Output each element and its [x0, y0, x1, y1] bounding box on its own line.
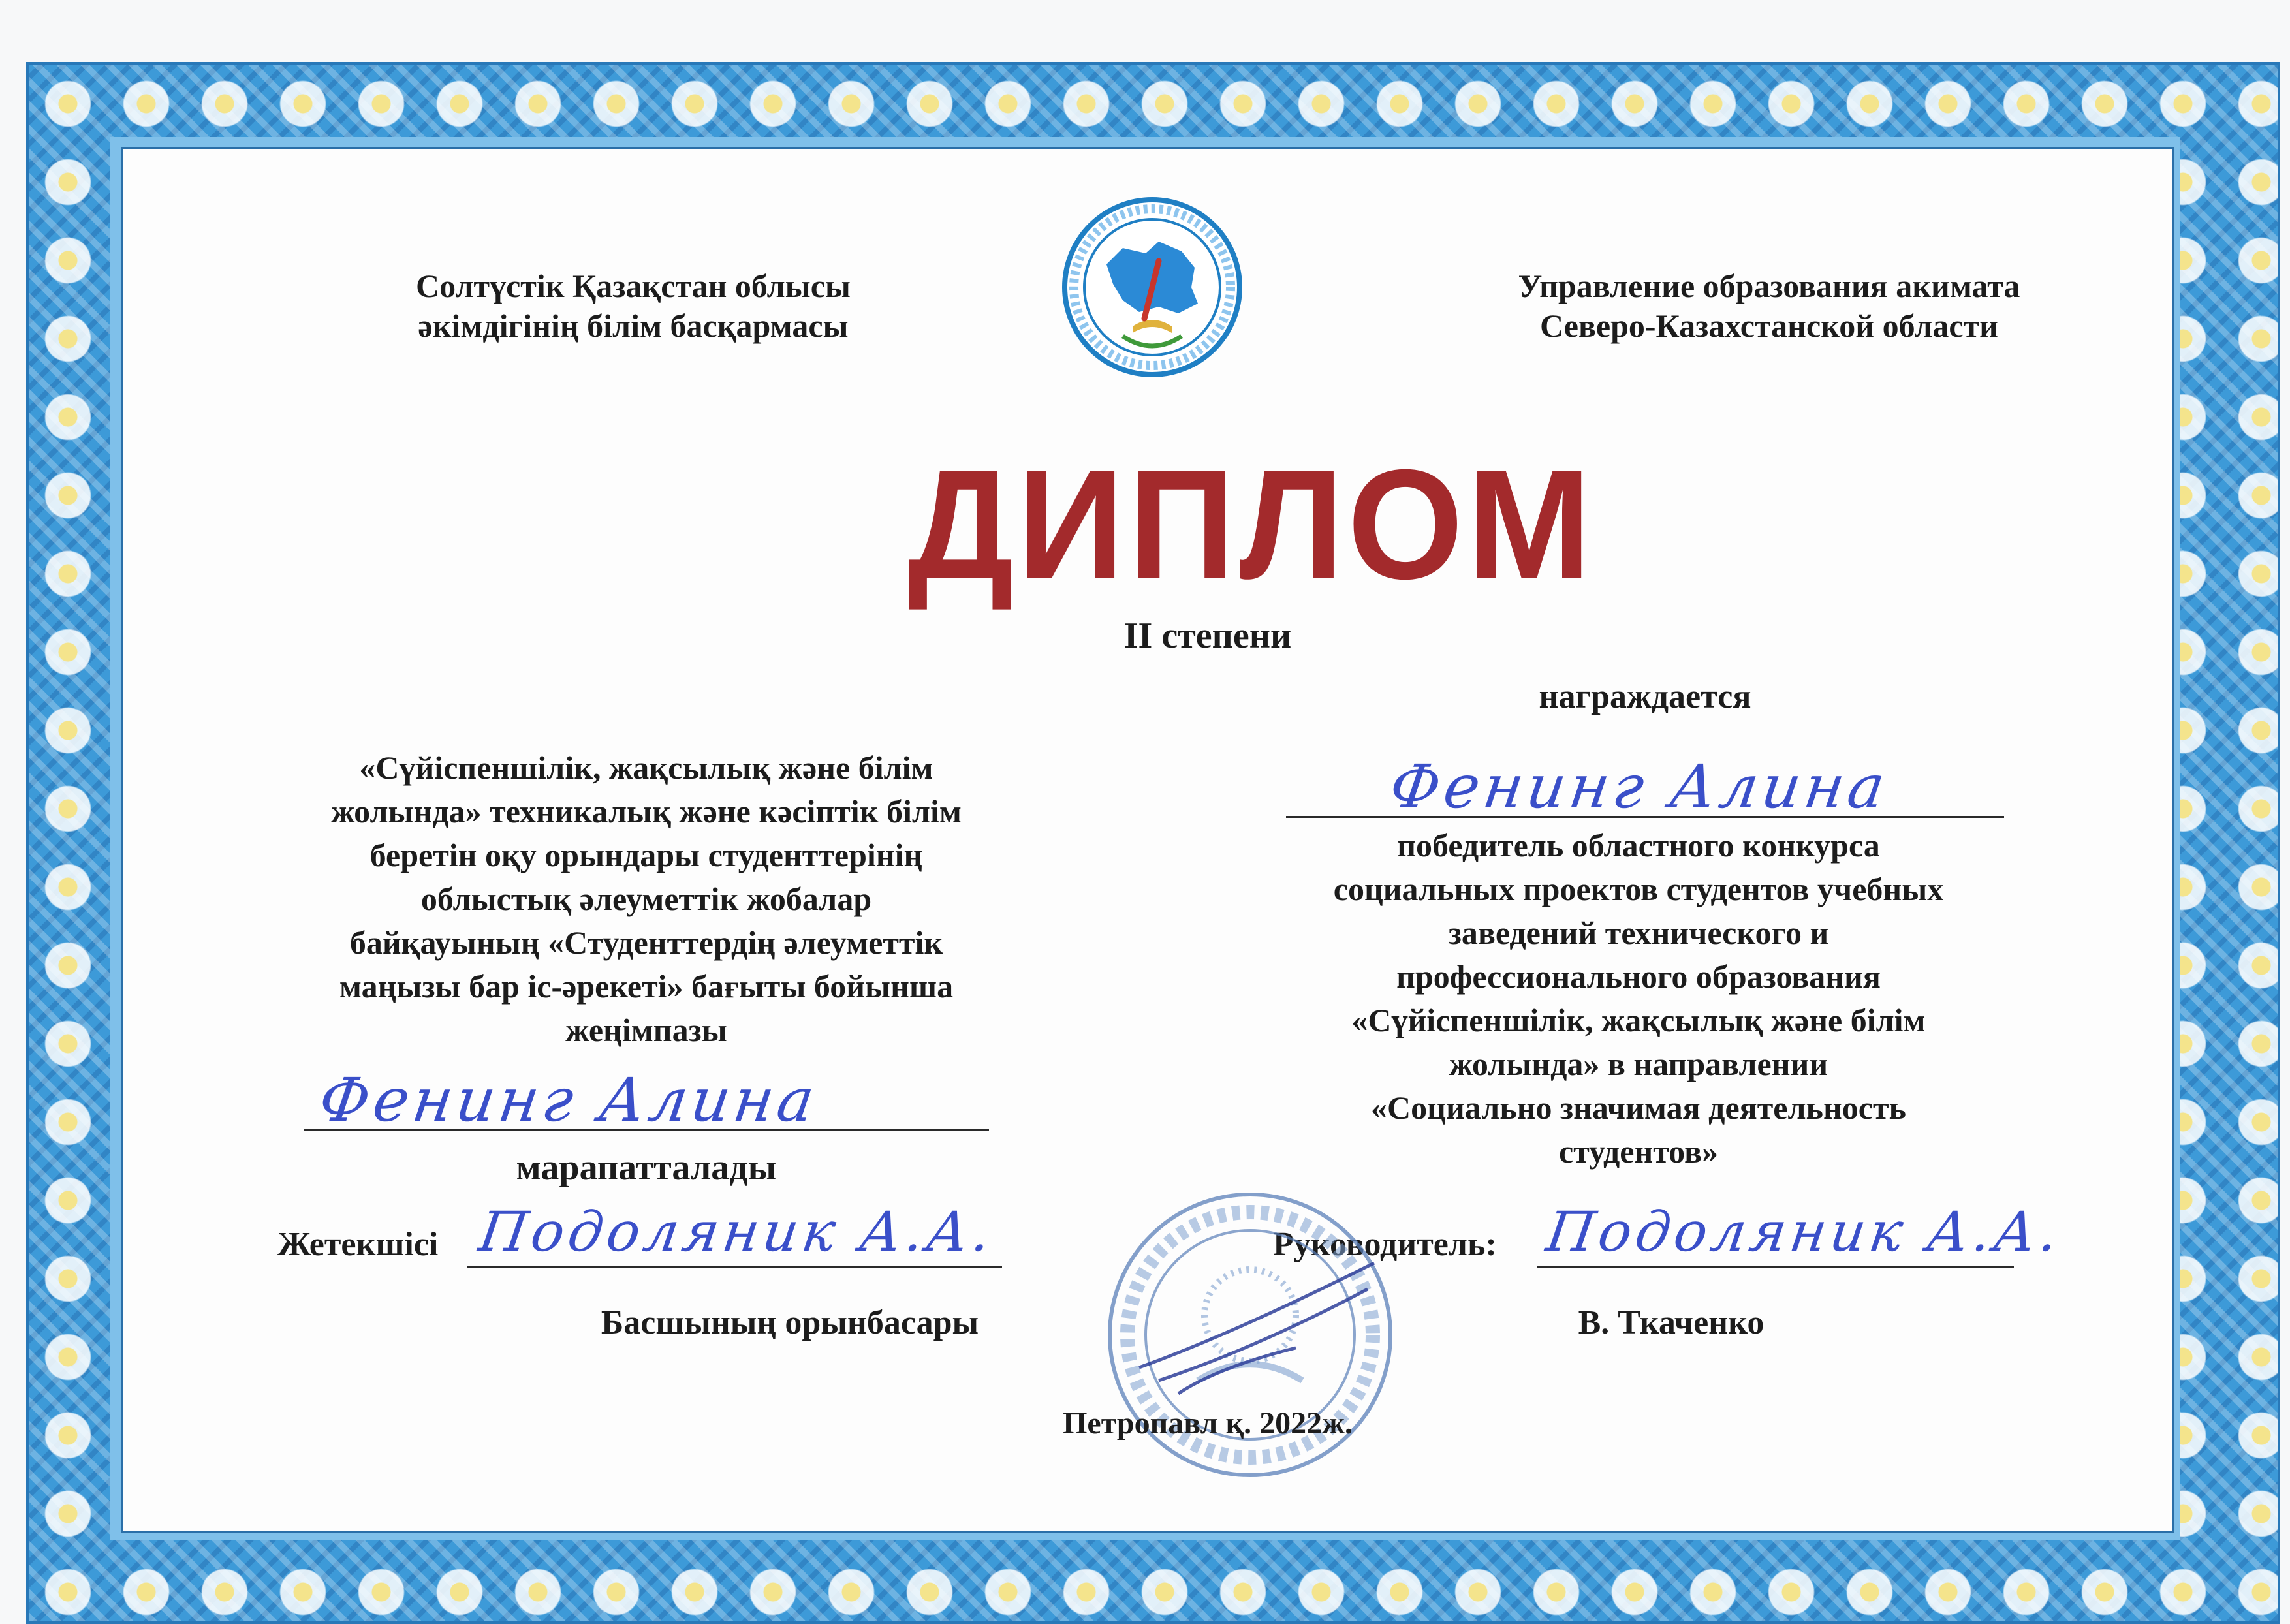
description-ru-line: жолында» в направлении — [1449, 1046, 1828, 1082]
awarded-label-kz: марапатталады — [516, 1148, 777, 1188]
recipient-line-ru — [1286, 816, 2004, 818]
description-ru-line: заведений технического и — [1448, 914, 1829, 951]
description-kz-line: беретін оқу орындары студенттерінің — [369, 837, 923, 873]
header-left-line2: әкімдігінің білім басқармасы — [418, 307, 849, 344]
header-left-line1: Солтүстік Қазақстан облысы — [416, 268, 851, 304]
header-left — [287, 266, 979, 346]
signature-line-kz — [467, 1266, 1002, 1268]
description-ru-line: профессионального образования — [1396, 958, 1881, 995]
signer-name-ru: В. Ткаченко — [1578, 1304, 1765, 1341]
diploma-title: ДИПЛОМ — [907, 437, 1595, 612]
signer-label-kz: Жетекшісі — [277, 1226, 439, 1263]
description-kz-line: жеңімпазы — [565, 1012, 727, 1048]
header-right-line1: Управление образования акимата — [1518, 268, 2020, 304]
description-kz-line: маңызы бар іс-әрекеті» бағыты бойынша — [339, 968, 954, 1005]
footer-place-date: Петропавл қ. 2022ж. — [1063, 1406, 1353, 1441]
description-ru-line: социальных проектов студентов учебных — [1333, 871, 1944, 907]
recipient-handwritten-ru: Фенинг Алина — [1385, 752, 1893, 822]
header-right-line2: Северо-Казахстанской области — [1539, 307, 1998, 344]
description-kz-line: «Сүйіспеншілік, жақсылық және білім — [359, 749, 933, 786]
signature-ru: Подоляник А.А. — [1543, 1200, 2066, 1264]
description-ru-line: победитель областного конкурса — [1397, 827, 1880, 864]
recipient-line-kz — [304, 1129, 989, 1131]
header-right — [1404, 266, 2135, 346]
description-ru-line: «Социально значимая деятельность — [1371, 1089, 1906, 1126]
description-ru-line: студентов» — [1559, 1133, 1718, 1170]
description-kz — [248, 746, 1044, 1052]
signer-position-kz: Басшының орынбасары — [601, 1304, 979, 1341]
recipient-handwritten-kz: Фенинг Алина — [315, 1065, 823, 1135]
description-kz-line: байқауының «Студенттердің әлеуметтік — [349, 924, 943, 961]
signature-kz: Подоляник А.А. — [475, 1200, 999, 1264]
description-ru — [1253, 824, 2024, 1174]
description-ru-line: «Сүйіспеншілік, жақсылық және білім — [1351, 1002, 1926, 1038]
education-emblem-logo — [1061, 196, 1244, 428]
degree-label: II степени — [1123, 616, 1292, 656]
description-kz-line: облыстық әлеуметтік жобалар — [420, 881, 872, 917]
signer-label-ru: Руководитель: — [1273, 1226, 1497, 1263]
description-kz-line: жолында» техникалық және кәсіптік білім — [331, 793, 962, 830]
awarded-label-ru: награждается — [1539, 678, 1751, 715]
signature-line-ru — [1537, 1266, 2014, 1268]
